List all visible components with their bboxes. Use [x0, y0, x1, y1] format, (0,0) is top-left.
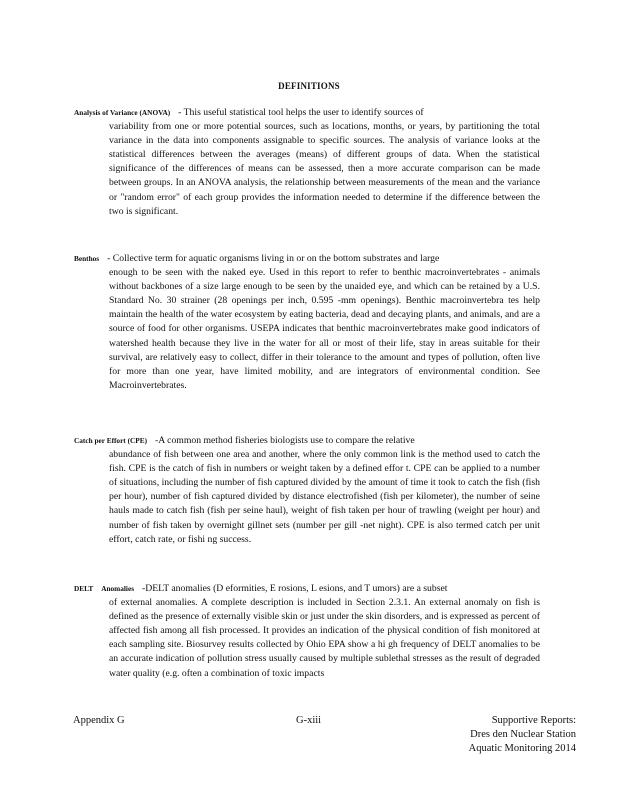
definition-lead-text: -DELT anomalies (D eformities, E rosions, L esions, and T umors) are a subset	[142, 583, 448, 594]
definition-lead-text: - Collective term for aquatic organisms living in or on the bottom substrates and large	[107, 253, 440, 264]
definition-body: variability from one or more potential sources, such as locations, months, or years, by partitioning the total variance in the data into components assignable to specific sources. The analysis of variance looks at the statistical differences between the averages (means) of different groups of data. When the statistical significance of the differences of means can be assessed, then a more accurate comparison can be made between groups. In an ANOVA analysis, the relationship between measurements of the mean and the variance or "random error" of each group provides the information needed to determine if the difference between the two is significant.	[109, 121, 540, 217]
definition-term: DELT	[74, 584, 94, 593]
definition-first-line	[74, 582, 540, 596]
definition-entry-delt	[74, 582, 540, 681]
definition-first-line	[74, 106, 540, 120]
definition-entry-benthos	[74, 252, 540, 393]
footer-report-info	[452, 714, 576, 756]
definition-first-line	[74, 252, 540, 266]
footer-appendix: Appendix G	[73, 715, 125, 726]
definition-entry-cpe	[74, 434, 540, 547]
definition-body: enough to be seen with the naked eye. Used in this report to refer to benthic macroinvertebrates - animals without backbones of a size large enough to be seen by the unaided eye, and which can be retained by a U.S. Standard No. 30 strainer (28 openings per inch, 0.595 -mm openings). Benthic macroinvertebra tes help maintain the health of the water ecosystem by eating bacteria, dead and decaying plants, and animals, and are a source of food for other organisms. USEPA indicates that benthic macroinvertebrates make good indicators of watershed health because they live in the water for all or most of their life, stay in areas suitable for their survival, are relatively easy to collect, differ in their tolerance to the amount and types of pollution, often live for more than one year, have limited mobility, and are integrators of environmental condition. See Macroinvertebrates.	[109, 267, 540, 391]
footer-report-line: Dres den Nuclear Station	[470, 729, 576, 740]
footer-report-line: Aquatic Monitoring 2014	[468, 743, 576, 754]
page-title: DEFINITIONS	[278, 81, 340, 91]
footer-page-number: G-xiii	[296, 715, 322, 726]
definition-body: abundance of fish between one area and another, where the only common link is the method used to catch the fish. CPE is the catch of fish in numbers or weight taken by a defined effor t. CPE can be applied to a number of situations, including the number of fish captured divided by the amount of time it took to catch the fish (fish per hour), number of fish captured divided by distance electrofished (fish per kilometer), the number of seine hauls made to catch fish (fish per seine haul), weight of fish taken per hour of trawling (weight per hour) and number of fish taken by overnight gillnet sets (number per gill -net night). CPE is also termed catch per unit effort, catch rate, or fishi ng success.	[109, 449, 540, 545]
definition-term: Analysis of Variance (ANOVA)	[74, 108, 171, 117]
definition-term: Catch per Effort (CPE)	[74, 436, 148, 445]
footer-report-line: Supportive Reports:	[491, 715, 576, 726]
definition-term-continuation: Anomalies	[101, 584, 135, 593]
definition-body: of external anomalies. A complete description is included in Section 2.3.1. An external anomaly on fish is defined as the presence of externally visible skin or just under the skin disorders, and is expressed as percent of affected fish among all fish processed. It provides an indication of the physical condition of fish monitored at each sampling site. Biosurvey results collected by Ohio EPA show a hi gh frequency of DELT anomalies to be an accurate indication of pollution stress usually caused by multiple sublethal stresses as the result of degraded water quality (e.g. often a combination of toxic impacts	[109, 597, 540, 679]
definition-lead-text: -A common method fisheries biologists use to compare the relative	[155, 435, 415, 446]
definition-lead-text: - This useful statistical tool helps the user to identify sources of	[178, 107, 424, 118]
definition-term: Benthos	[74, 254, 100, 263]
definition-entry-anova	[74, 106, 540, 219]
definition-first-line	[74, 434, 540, 448]
